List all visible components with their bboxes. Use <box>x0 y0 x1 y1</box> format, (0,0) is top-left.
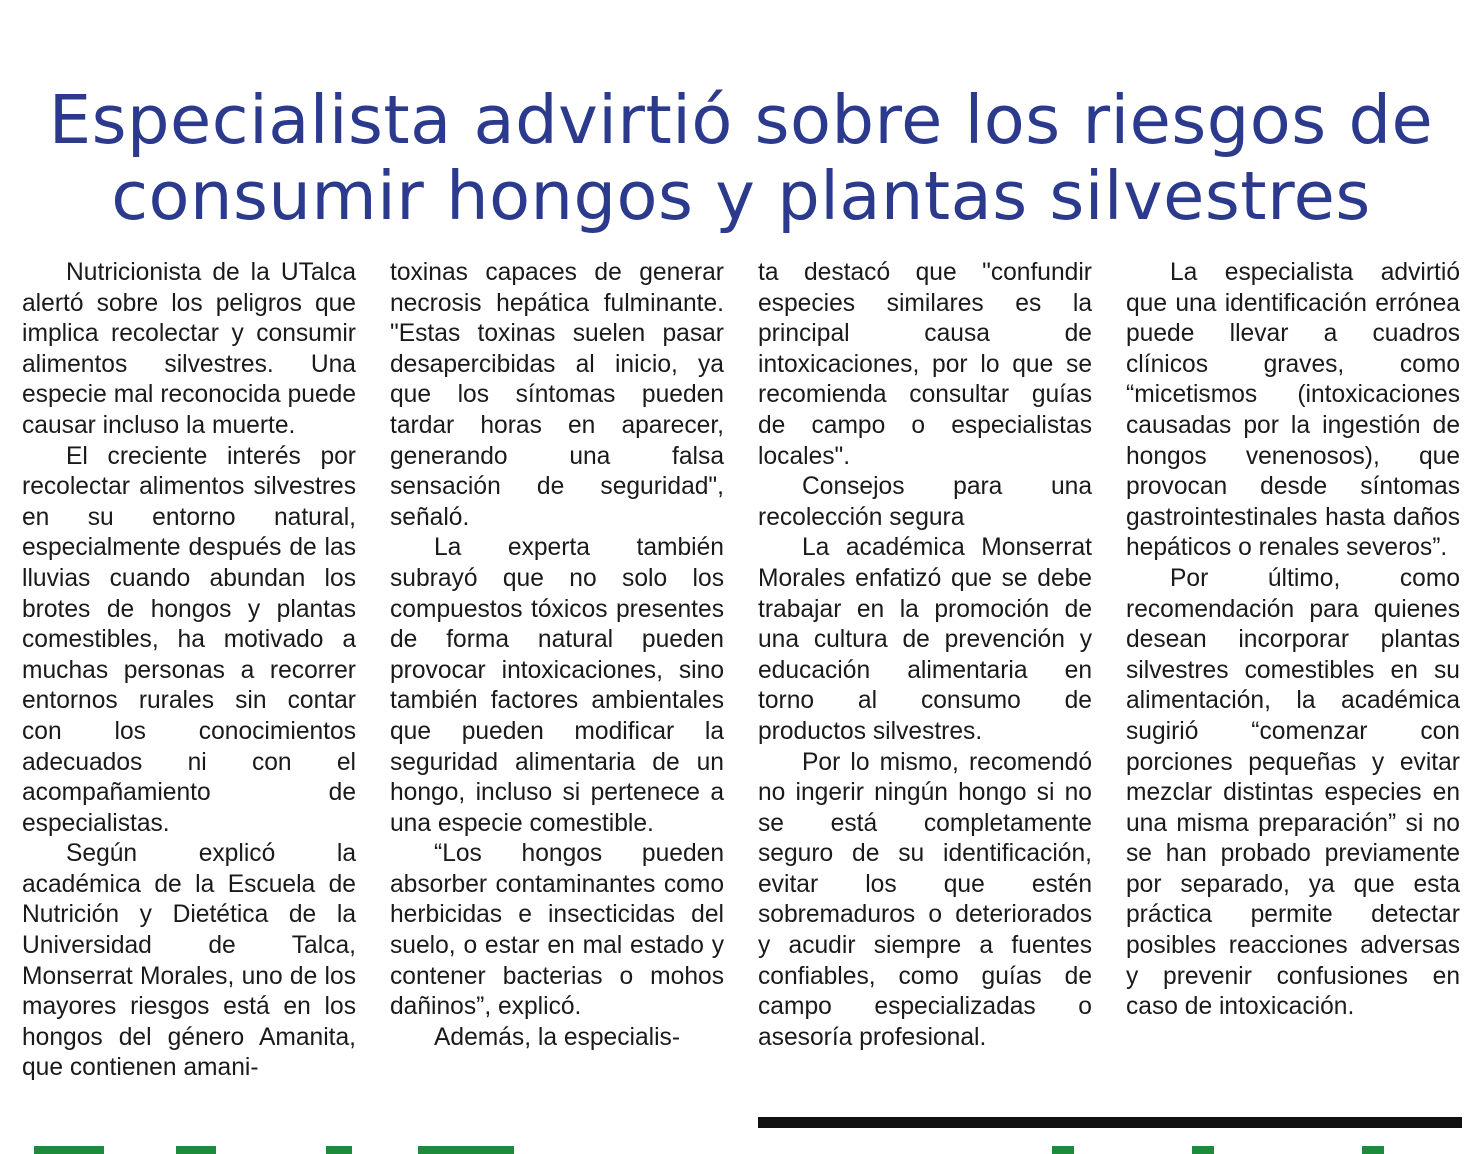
headline-line-1: Especialista advirtió sobre los riesgos de <box>48 81 1434 159</box>
paragraph: Según explicó la académica de la Escuela de Nutrición y Dietética de la Universidad de Talca, Monserrat Morales, uno de los mayores riesgos está en los hongos del género Amanita, que contienen amani- <box>22 840 356 1082</box>
paragraph: La especialista advirtió que una identificación errónea puede llevar a cuadros clínicos graves, como “micetismos (intoxicaciones causadas por la ingestión de hongos venenosos), que provocan desde síntomas gastrointestinales hasta daños hepáticos o renales severos”. <box>1126 259 1460 562</box>
cropped-letter-top <box>1052 1146 1074 1154</box>
cropped-letter-top <box>1192 1146 1214 1154</box>
paragraph: El creciente interés por recolectar alimentos silvestres en su entorno natural, especialmente después de las lluvias cuando abundan los brotes de hongos y plantas comestibles, ha motivado a muchas personas a recorrer entornos rurales sin contar con los conocimientos adecuados ni con el acompañamiento de especialistas. <box>22 442 356 837</box>
paragraph: Por último, como recomendación para quienes desean incorporar plantas silvestres comestibles en su alimentación, la académica sugirió “comenzar con porciones pequeñas y evitar mezclar distintas especies en una misma preparación” si no se han probado previamente por separado, ya que esta práctica permite detectar posibles reacciones adversas y prevenir confusiones en caso de intoxicación. <box>1126 564 1460 1021</box>
article-column-2 <box>390 258 724 1053</box>
cropped-letter-top <box>1362 1146 1384 1154</box>
article-headline <box>0 82 1482 234</box>
paragraph: La experta también subrayó que no solo los compuestos tóxicos presentes de forma natural pueden provocar intoxicaciones, sino también factores ambientales que pueden modificar la seguridad alimentaria de un hongo, incluso si pertenece a una especie comestible. <box>390 534 724 837</box>
article-column-3 <box>758 258 1092 1053</box>
paragraph: “Los hongos pueden absorber contaminantes como herbicidas e insecticidas del suelo, o estar en mal estado y contener bacterias o mohos dañinos”, explicó. <box>390 840 724 1021</box>
paragraph: La académica Monserrat Morales enfatizó que se debe trabajar en la promoción de una cultura de prevención y educación alimentaria en torno al consumo de productos silvestres. <box>758 534 1092 745</box>
paragraph-continued: toxinas capaces de generar necrosis hepática fulminante. "Estas toxinas suelen pasar desapercibidas al inicio, ya que los síntomas pueden tardar horas en aparecer, generando una falsa sensación de seguridad", señaló. <box>390 259 724 531</box>
paragraph-continued: ta destacó que "confundir especies similares es la principal causa de intoxicaciones, por lo que se recomienda consultar guías de campo o especialistas locales". <box>758 259 1092 470</box>
cropped-letter-top <box>326 1146 352 1154</box>
headline-line-2: consumir hongos y plantas silvestres <box>111 157 1371 235</box>
cropped-letter-top <box>176 1146 216 1154</box>
article-column-4 <box>1126 258 1460 1023</box>
paragraph: Nutricionista de la UTalca alertó sobre los peligros que implica recolectar y consumir alimentos silvestres. Una especie mal reconocida puede causar incluso la muerte. <box>22 259 356 439</box>
next-article-headline-cropped <box>26 1146 1466 1154</box>
paragraph: Por lo mismo, recomendó no ingerir ningún hongo si no se está completamente seguro de su identificación, evitar los que estén sobremaduros o deteriorados y acudir siempre a fuentes confiables, como guías de campo especializadas o asesoría profesional. <box>758 748 1092 1051</box>
cropped-letter-top <box>418 1146 514 1154</box>
section-divider-rule <box>758 1117 1462 1128</box>
cropped-letter-top <box>34 1146 104 1154</box>
subheading: Consejos para una recolección segura <box>758 473 1092 531</box>
paragraph: Además, la especialis- <box>434 1023 681 1051</box>
article-column-1 <box>22 258 356 1084</box>
